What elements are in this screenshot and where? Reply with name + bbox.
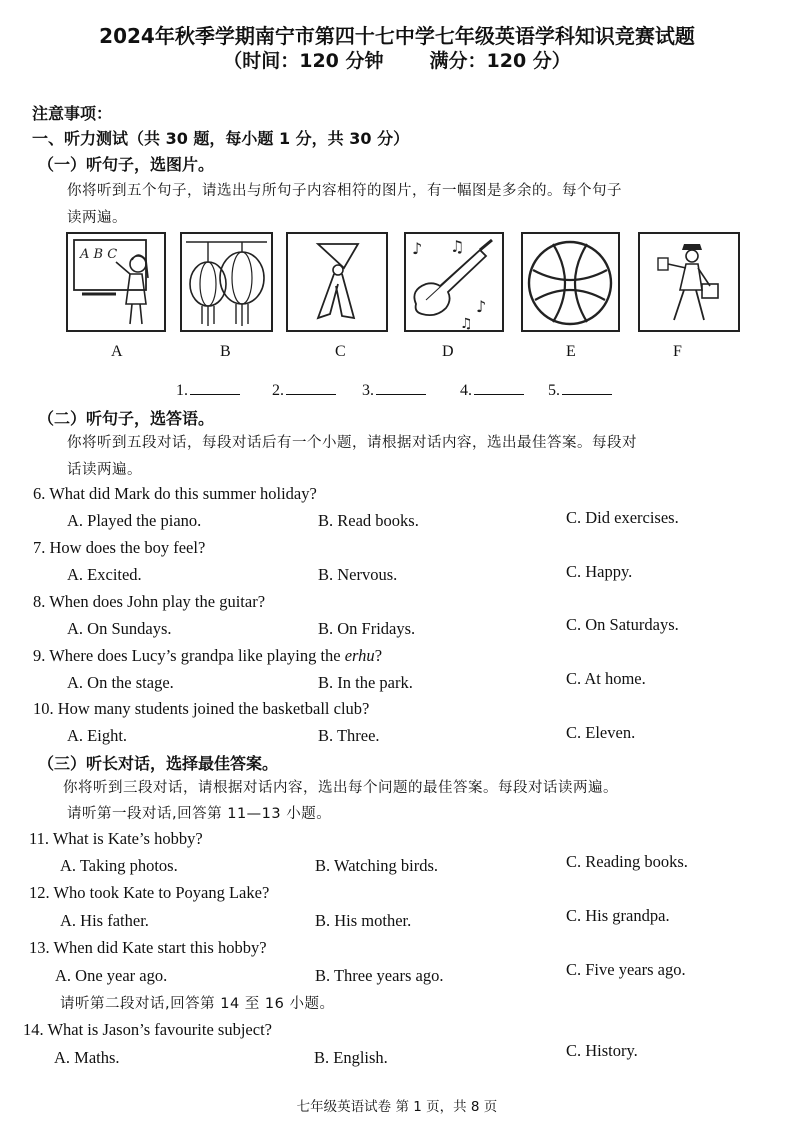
- question-9: [33, 646, 382, 666]
- basketball-icon: [523, 234, 618, 330]
- picture-f-postman: [638, 232, 740, 332]
- q10-option-c[interactable]: C. Eleven.: [566, 723, 636, 742]
- section2-instruction-cont: 话读两遍。: [67, 462, 142, 478]
- q12-option-b[interactable]: B. His mother.: [315, 911, 412, 930]
- q9-option-c[interactable]: C. At home.: [566, 669, 646, 688]
- q8-option-b[interactable]: B. On Fridays.: [318, 619, 416, 638]
- q7-option-c[interactable]: C. Happy.: [566, 562, 633, 581]
- postman-icon: [640, 234, 738, 330]
- section2-instruction: 你将听到五段对话，每段对话后有一个小题，请根据对话内容，选出最佳答案。每段对: [67, 435, 637, 451]
- dialogue2-note: 请听第二段对话,回答第 14 至 16 小题。: [60, 996, 335, 1012]
- q11-option-c[interactable]: C. Reading books.: [566, 852, 688, 871]
- q14-option-b[interactable]: B. English.: [314, 1048, 388, 1067]
- answer-blank-2[interactable]: [272, 380, 336, 400]
- blank-number: 5.: [548, 382, 560, 399]
- q6-option-b[interactable]: B. Read books.: [318, 511, 419, 530]
- q8-option-c[interactable]: C. On Saturdays.: [566, 615, 679, 634]
- answer-blank-5[interactable]: [548, 380, 612, 400]
- question-9-text: 9. Where does Lucy’s grandpa like playing the: [33, 646, 345, 665]
- q13-option-c[interactable]: C. Five years ago.: [566, 960, 686, 979]
- part1-heading: 一、听力测试（共 30 题，每小题 1 分，共 30 分）: [32, 129, 410, 148]
- section1-instruction: 你将听到五个句子，请选出与所句子内容相符的图片，有一幅图是多余的。每个句子: [67, 183, 622, 199]
- question-7: 7. How does the boy feel?: [33, 538, 206, 557]
- exam-time: （时间：120 分钟: [223, 50, 384, 72]
- section3-instruction: 你将听到三段对话，请根据对话内容，选出每个问题的最佳答案。每段对话读两遍。: [63, 780, 618, 796]
- blank-number: 2.: [272, 382, 284, 399]
- q10-option-a[interactable]: A. Eight.: [67, 726, 128, 745]
- q9-option-b[interactable]: B. In the park.: [318, 673, 413, 692]
- picture-a-teacher: [66, 232, 166, 332]
- q11-option-b[interactable]: B. Watching birds.: [315, 856, 439, 875]
- question-12: 12. Who took Kate to Poyang Lake?: [29, 883, 270, 902]
- answer-blank-1[interactable]: [176, 380, 240, 400]
- page-footer: 七年级英语试卷 第 1 页，共 8 页: [296, 1099, 498, 1115]
- picture-label-f: F: [673, 343, 682, 360]
- section1-heading: （一）听句子，选图片。: [38, 155, 215, 174]
- q12-option-c[interactable]: C. His grandpa.: [566, 906, 670, 925]
- question-8: 8. When does John play the guitar?: [33, 592, 266, 611]
- exam-title: 2024年秋季学期南宁市第四十七中学七年级英语学科知识竞赛试题: [99, 24, 695, 48]
- picture-d-guitar: [404, 232, 504, 332]
- question-11: 11. What is Kate’s hobby?: [29, 829, 203, 848]
- exam-subtitle: [0, 46, 794, 73]
- svg-text:♪: ♪: [412, 239, 423, 258]
- q6-option-a[interactable]: A. Played the piano.: [67, 511, 202, 530]
- board-text: A B C: [80, 247, 118, 262]
- q11-option-a[interactable]: A. Taking photos.: [60, 856, 178, 875]
- question-13: 13. When did Kate start this hobby?: [29, 938, 267, 957]
- section1-instruction-cont: 读两遍。: [67, 210, 127, 226]
- question-9-mark: ?: [374, 646, 383, 665]
- picture-label-b: B: [220, 343, 231, 360]
- q13-option-a[interactable]: A. One year ago.: [55, 966, 168, 985]
- notice-heading: 注意事项：: [32, 104, 113, 123]
- svg-text:♫: ♫: [450, 237, 465, 256]
- question-14: 14. What is Jason’s favourite subject?: [23, 1020, 272, 1039]
- lanterns-icon: [182, 234, 271, 330]
- section3-heading: （三）听长对话，选择最佳答案。: [38, 754, 279, 773]
- picture-c-scarf: [286, 232, 388, 332]
- blank-number: 3.: [362, 382, 374, 399]
- blank-number: 1.: [176, 382, 188, 399]
- teacher-icon: [68, 234, 164, 330]
- q14-option-a[interactable]: A. Maths.: [54, 1048, 120, 1067]
- q6-option-c[interactable]: C. Did exercises.: [566, 508, 679, 527]
- picture-label-d: D: [442, 343, 454, 360]
- section2-heading: （二）听句子，选答语。: [38, 409, 215, 428]
- exam-full-score: 满分：120 分）: [429, 50, 571, 72]
- dialogue1-note: 请听第一段对话,回答第 11—13 小题。: [67, 806, 332, 822]
- q8-option-a[interactable]: A. On Sundays.: [67, 619, 172, 638]
- picture-label-e: E: [566, 343, 576, 360]
- svg-text:♫: ♫: [460, 316, 473, 330]
- q7-option-b[interactable]: B. Nervous.: [318, 565, 398, 584]
- q9-option-a[interactable]: A. On the stage.: [67, 673, 174, 692]
- question-6: 6. What did Mark do this summer holiday?: [33, 484, 317, 503]
- picture-b-lanterns: [180, 232, 273, 332]
- scarf-icon: [288, 234, 386, 330]
- picture-label-c: C: [335, 343, 346, 360]
- q12-option-a[interactable]: A. His father.: [60, 911, 149, 930]
- q14-option-c[interactable]: C. History.: [566, 1041, 638, 1060]
- blank-number: 4.: [460, 382, 472, 399]
- answer-blank-3[interactable]: [362, 380, 426, 400]
- question-10: 10. How many students joined the basketball club?: [33, 699, 370, 718]
- picture-e-basketball: [521, 232, 620, 332]
- guitar-icon: [406, 234, 502, 330]
- svg-text:♪: ♪: [476, 297, 487, 316]
- q7-option-a[interactable]: A. Excited.: [67, 565, 142, 584]
- answer-blank-4[interactable]: [460, 380, 524, 400]
- q13-option-b[interactable]: B. Three years ago.: [315, 966, 444, 985]
- question-9-erhu: erhu: [344, 646, 375, 665]
- q10-option-b[interactable]: B. Three.: [318, 726, 380, 745]
- picture-label-a: A: [111, 343, 123, 360]
